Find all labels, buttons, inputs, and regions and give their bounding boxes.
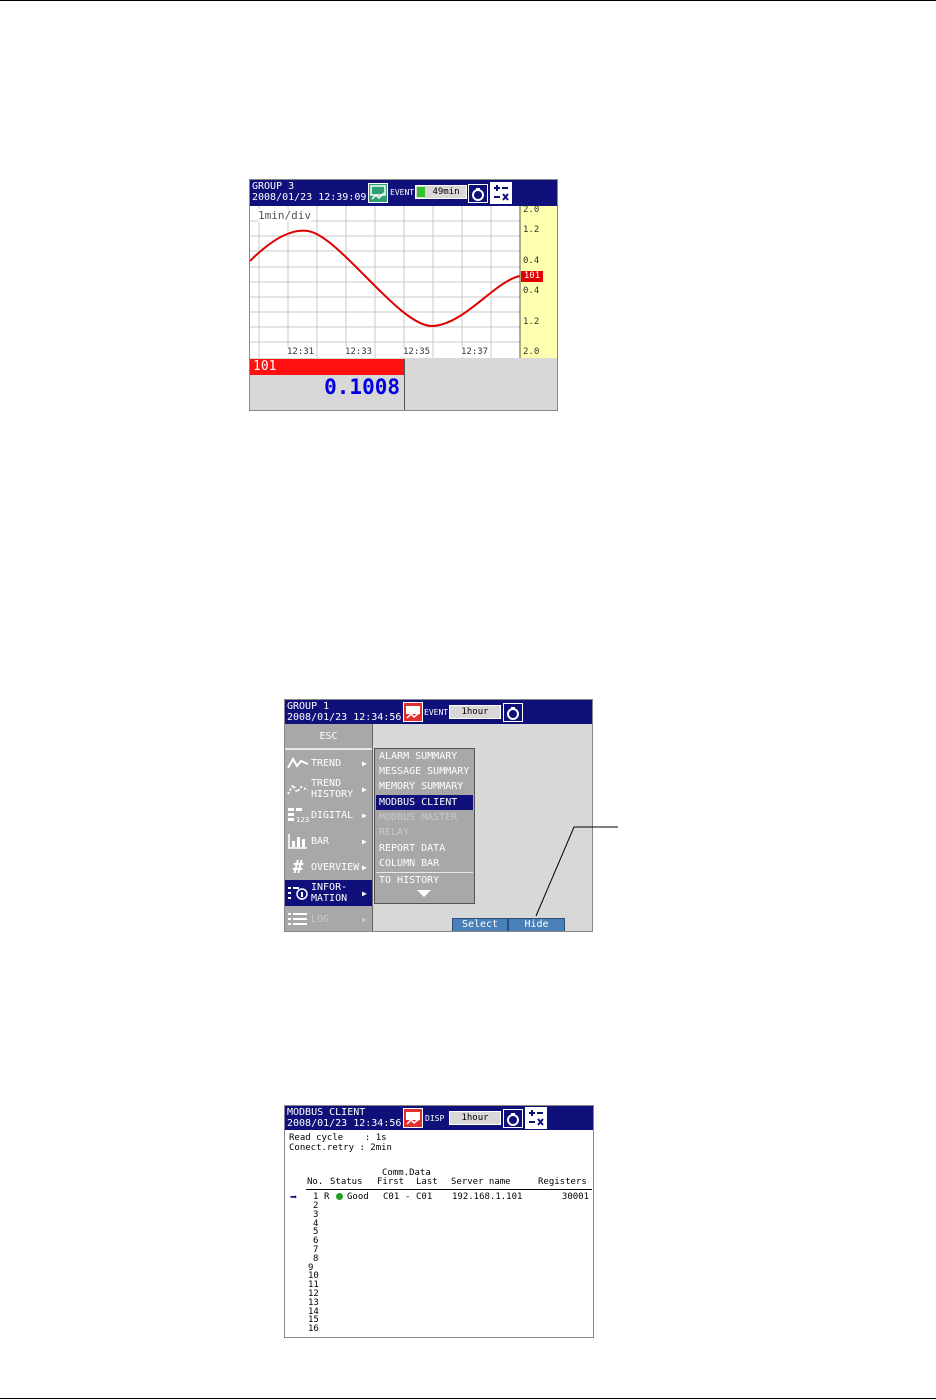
col-last: Last: [416, 1177, 438, 1187]
scale-label-3: 0.4: [523, 256, 540, 266]
col-first: First: [377, 1177, 405, 1187]
time-label-2: 12:33: [345, 347, 373, 357]
col-server-name: Server name: [451, 1177, 511, 1187]
menu-label: LOG: [311, 913, 330, 925]
table-row[interactable]: 15: [308, 1315, 319, 1326]
status-ok-icon: [336, 1193, 343, 1200]
recording-icon: [368, 183, 388, 203]
menu-label: TREND HISTORY: [311, 778, 354, 800]
menu-item-log[interactable]: [285, 906, 372, 932]
scale-label-1: 2.0: [523, 205, 540, 215]
table-row[interactable]: 13: [308, 1297, 319, 1308]
menu-header: [285, 700, 592, 724]
datetime: 2008/01/23 12:39:09: [252, 192, 367, 203]
channel-name: 101: [250, 359, 404, 375]
calculation-icon[interactable]: [525, 1107, 547, 1129]
menu-label: OVERVIEW: [311, 861, 360, 873]
table-row[interactable]: 2: [313, 1201, 319, 1211]
top-rule: [0, 0, 936, 1]
channel-value: 0.1008: [324, 375, 400, 399]
trend-header: [250, 180, 557, 206]
submenu-message-summary[interactable]: MESSAGE SUMMARY: [379, 766, 470, 777]
arrow-right-icon: ▶: [362, 784, 367, 794]
table-row[interactable]: 5: [313, 1227, 319, 1238]
event-time: [415, 185, 467, 199]
row-server: 192.168.1.101: [452, 1192, 523, 1202]
event-time: 1hour: [449, 705, 501, 719]
screen-title: MODBUS CLIENT: [287, 1107, 366, 1118]
memory-icon[interactable]: [503, 703, 523, 722]
menu-item-digital[interactable]: [285, 802, 372, 828]
submenu-to-history[interactable]: TO HISTORY: [379, 875, 440, 886]
information-submenu: [374, 748, 475, 904]
row-status: Good: [347, 1192, 369, 1202]
menu-item-overview[interactable]: [285, 854, 372, 880]
submenu-column-bar[interactable]: COLUMN BAR: [379, 858, 440, 869]
scale-label-6: 2.0: [523, 347, 540, 357]
comm-data-header: Comm.Data: [382, 1168, 431, 1178]
col-no: No.: [307, 1177, 324, 1187]
trend-screen: [249, 179, 558, 411]
log-icon: [285, 908, 311, 930]
row-first: C01: [383, 1192, 400, 1202]
overview-icon: #: [292, 856, 304, 878]
submenu-modbus-client[interactable]: MODBUS CLIENT: [376, 795, 473, 810]
connect-retry: Conect.retry : 2min: [289, 1143, 392, 1153]
scroll-down-icon[interactable]: [417, 890, 431, 897]
callout-line: [530, 820, 630, 920]
arrow-right-icon: ▶: [362, 810, 367, 820]
row-no: 1: [313, 1192, 319, 1202]
menu-label: BAR: [311, 835, 330, 847]
group-name: GROUP 3: [252, 181, 295, 192]
stop-icon: [403, 1108, 423, 1128]
submenu-memory-summary[interactable]: MEMORY SUMMARY: [379, 781, 464, 792]
value-panel: [250, 359, 405, 411]
table-row[interactable]: 4: [313, 1218, 319, 1229]
table-row[interactable]: 8: [313, 1253, 319, 1264]
submenu-relay: RELAY: [379, 827, 410, 838]
submenu-modbus-master: MODBUS MASTER: [379, 812, 458, 823]
row-dash: -: [405, 1192, 411, 1202]
menu-label: TREND: [311, 757, 342, 769]
arrow-right-icon: ▶: [362, 758, 367, 768]
calculation-icon[interactable]: [490, 182, 512, 204]
menu-item-trend-history[interactable]: [285, 776, 372, 802]
trend-chart: [250, 206, 558, 358]
time-label-3: 12:35: [403, 347, 431, 357]
table-row[interactable]: 11: [308, 1280, 319, 1291]
information-icon: [285, 882, 311, 904]
time-label-1: 12:31: [287, 347, 315, 357]
svg-text:123: 123: [296, 816, 309, 823]
table-row[interactable]: 3: [313, 1209, 319, 1220]
menu-item-information[interactable]: [285, 880, 372, 906]
table-row[interactable]: 7: [313, 1245, 319, 1255]
table-row[interactable]: 6: [313, 1236, 319, 1247]
row-registers: 30001: [561, 1192, 589, 1202]
menu-item-trend[interactable]: [285, 750, 372, 776]
col-registers: Registers: [538, 1177, 587, 1187]
event-label: EVENT: [424, 708, 449, 717]
memory-icon[interactable]: [503, 1109, 523, 1128]
memory-icon[interactable]: [468, 184, 488, 203]
col-status: Status: [330, 1177, 363, 1187]
group-name: GROUP 1: [287, 701, 330, 712]
arrow-right-icon: ▶: [362, 862, 367, 872]
hide-button[interactable]: Hide: [508, 918, 565, 932]
datetime: 2008/01/23 12:34:56: [287, 712, 402, 723]
channel-marker: 101: [521, 271, 543, 282]
scale-label-5: 1.2: [523, 317, 540, 327]
row-mode: R: [324, 1192, 330, 1202]
read-cycle: Read cycle : 1s: [289, 1133, 387, 1143]
table-row[interactable]: 12: [308, 1289, 319, 1299]
table-row[interactable]: 10: [308, 1271, 319, 1282]
table-row[interactable]: 16: [308, 1324, 319, 1335]
table-row[interactable]: 14: [308, 1306, 319, 1317]
menu-label: DIGITAL: [311, 809, 354, 821]
disp-label: DISP: [425, 1114, 445, 1123]
event-label: EVENT: [390, 188, 415, 197]
arrow-right-icon: ▶: [362, 836, 367, 846]
bottom-rule: [0, 1398, 936, 1399]
submenu-report-data[interactable]: REPORT DATA: [379, 843, 446, 854]
disp-time: 1hour: [449, 1111, 501, 1125]
trend-icon: [285, 752, 311, 774]
row-last: C01: [416, 1192, 433, 1202]
arrow-right-icon: ▶: [362, 914, 367, 924]
modbus-header: [285, 1106, 593, 1130]
menu-item-bar[interactable]: [285, 828, 372, 854]
header-divider: [306, 1189, 592, 1190]
esc-button[interactable]: ESC: [285, 726, 372, 750]
scale-label-2: 1.2: [523, 225, 540, 235]
time-label-4: 12:37: [461, 347, 489, 357]
arrow-right-icon: ▶: [362, 888, 367, 898]
row-cursor-icon: ➡: [290, 1190, 298, 1204]
submenu-alarm-summary[interactable]: ALARM SUMMARY: [379, 751, 458, 762]
trend-history-icon: [285, 778, 311, 800]
datetime: 2008/01/23 12:34:56: [287, 1118, 402, 1129]
menu-label: INFOR- MATION: [311, 882, 348, 904]
modbus-client-screen: [284, 1105, 594, 1338]
digital-icon: [285, 804, 311, 826]
table-row[interactable]: [285, 1192, 591, 1202]
scale-label-4: 0.4: [523, 286, 540, 296]
table-row[interactable]: 9: [308, 1262, 314, 1273]
main-menu: [285, 724, 373, 932]
bar-icon: [285, 830, 311, 852]
div-label: 1min/div: [258, 209, 311, 222]
select-button[interactable]: Select: [452, 918, 508, 932]
event-time-text: 49min: [432, 187, 460, 197]
stop-icon: [403, 702, 423, 722]
